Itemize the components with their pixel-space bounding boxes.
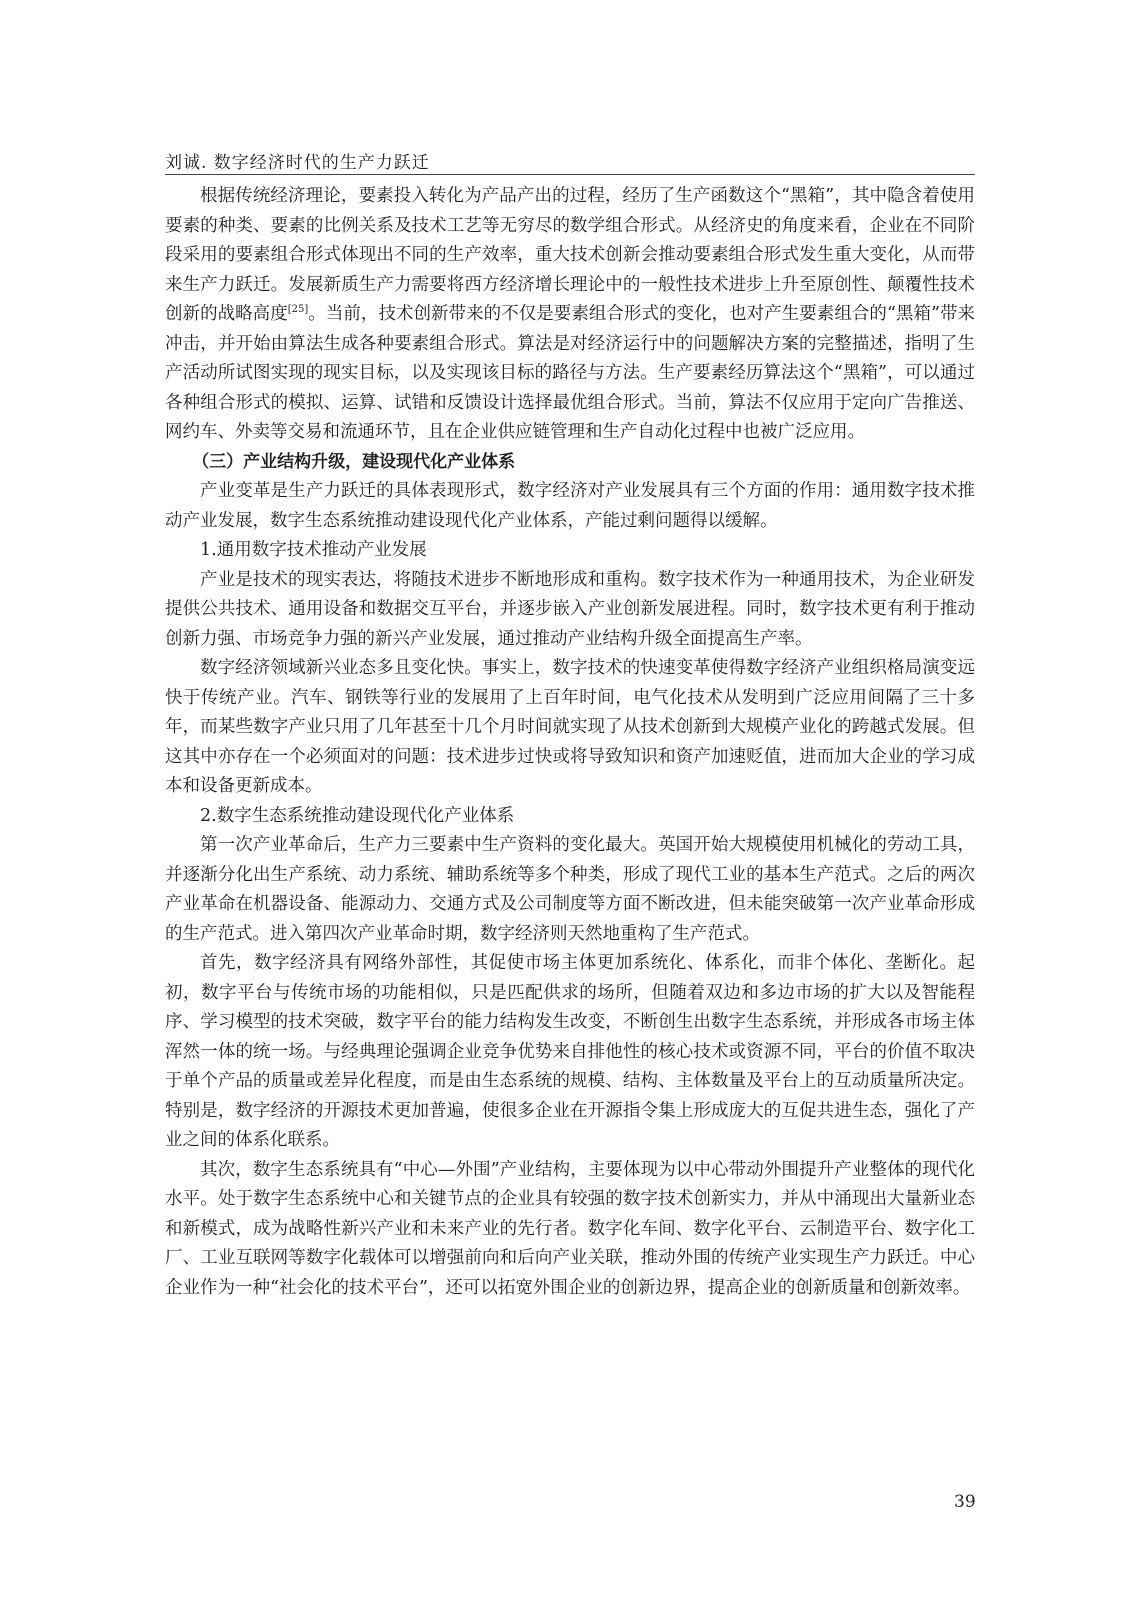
paragraph-7: 其次，数字生态系统具有“中心—外围”产业结构，主要体现为以中心带动外围提升产业整体的现代化水平。处于数字生态系统中心和关键节点的企业具有较强的数字技术创新实力，并从中涌现出大量新业态和新模式，成为战略性新兴产业和未来产业的先行者。数字化车间、数字化平台、云制造平台、数字化工厂、工业互联网等数字化载体可以增强前向和后向产业关联，推动外围的传统产业实现生产力跃迁。中心企业作为一种“社会化的技术平台”，还可以拓宽外围企业的创新边界，提高企业的创新质量和创新效率。 <box>165 1159 975 1298</box>
paragraph-4: 数字经济领域新兴业态多且变化快。事实上，数字技术的快速变革使得数字经济产业组织格局演变远快于传统产业。汽车、钢铁等行业的发展用了上百年时间，电气化技术从发明到广泛应用间隔了三十多年，而某些数字产业只用了几年甚至十几个月时间就实现了从技术创新到大规模产业化的跨越式发展。但这其中亦存在一个必须面对的问题：技术进步过快或将导致知识和资产加速贬值，进而加大企业的学习成本和设备更新成本。 <box>165 658 975 796</box>
paragraph-2: 产业变革是生产力跃迁的具体表现形式，数字经济对产业发展具有三个方面的作用：通用数字技术推动产业发展，数字生态系统推动建设现代化产业体系，产能过剩问题得以缓解。 <box>165 481 975 531</box>
page-number: 39 <box>954 1492 976 1512</box>
paragraph-1 <box>165 182 975 448</box>
citation-25: [25] <box>287 304 309 316</box>
header-rule <box>165 174 975 175</box>
subsection-heading-1: 1.通用数字技术推动产业发展 <box>200 540 427 560</box>
paragraph-5: 第一次产业革命后，生产力三要素中生产资料的变化最大。英国开始大规模使用机械化的劳动工具，并逐渐分化出生产系统、动力系统、辅助系统等多个种类，形成了现代工业的基本生产范式。之后的两次产业革命在机器设备、能源动力、交通方式及公司制度等方面不断改进，但未能突破第一次产业革命形成的生产范式。进入第四次产业革命时期，数字经济则天然地重构了生产范式。 <box>165 835 975 944</box>
running-header: 刘诚. 数字经济时代的生产力跃迁 <box>165 153 430 173</box>
paragraph-3: 产业是技术的现实表达，将随技术进步不断地形成和重构。数字技术作为一种通用技术，为企业研发提供公共技术、通用设备和数据交互平台，并逐步嵌入产业创新发展进程。同时，数字技术更有利于推动创新力强、市场竞争力强的新兴产业发展，通过推动产业结构升级全面提高生产率。 <box>165 569 975 649</box>
article-body <box>165 182 975 1303</box>
paragraph-1-text-b: 。当前，技术创新带来的不仅是要素组合形式的变化，也对产生要素组合的“黑箱”带来冲击，并开始由算法生成各种要素组合形式。算法是对经济运行中的问题解决方案的完整描述，指明了生产活动所试图实现的现实目标，以及实现该目标的路径与方法。生产要素经历算法这个“黑箱”，可以通过各种组合形式的模拟、运算、试错和反馈设计选择最优组合形式。当前，算法不仅应用于定向广告推送、网约车、外卖等交易和流通环节，且在企业供应链管理和生产自动化过程中也被广泛应用。 <box>165 304 976 442</box>
section-heading-3: （三）产业结构升级，建设现代化产业体系 <box>192 451 516 472</box>
paragraph-1-text-a: 根据传统经济理论，要素投入转化为产品产出的过程，经历了生产函数这个“黑箱”，其中隐含着使用要素的种类、要素的比例关系及技术工艺等无穷尽的数学组合形式。从经济史的角度来看，企业在不同阶段采用的要素组合形式体现出不同的生产效率，重大技术创新会推动要素组合形式发生重大变化，从而带来生产力跃迁。发展新质生产力需要将西方经济增长理论中的一般性技术进步上升至原创性、颠覆性技术创新的战略高度 <box>165 186 975 324</box>
paragraph-6: 首先，数字经济具有网络外部性，其促使市场主体更加系统化、体系化，而非个体化、垄断化。起初，数字平台与传统市场的功能相似，只是匹配供求的场所，但随着双边和多边市场的扩大以及智能程序、学习模型的技术突破，数字平台的能力结构发生改变，不断创生出数字生态系统，并形成各市场主体浑然一体的统一场。与经典理论强调企业竞争优势来自排他性的核心技术或资源不同，平台的价值不取决于单个产品的质量或差异化程度，而是由生态系统的规模、结构、主体数量及平台上的互动质量所决定。特别是，数字经济的开源技术更加普遍，使很多企业在开源指令集上形成庞大的互促共进生态，强化了产业之间的体系化联系。 <box>165 953 975 1150</box>
subsection-heading-2: 2.数字生态系统推动建设现代化产业体系 <box>200 805 515 826</box>
